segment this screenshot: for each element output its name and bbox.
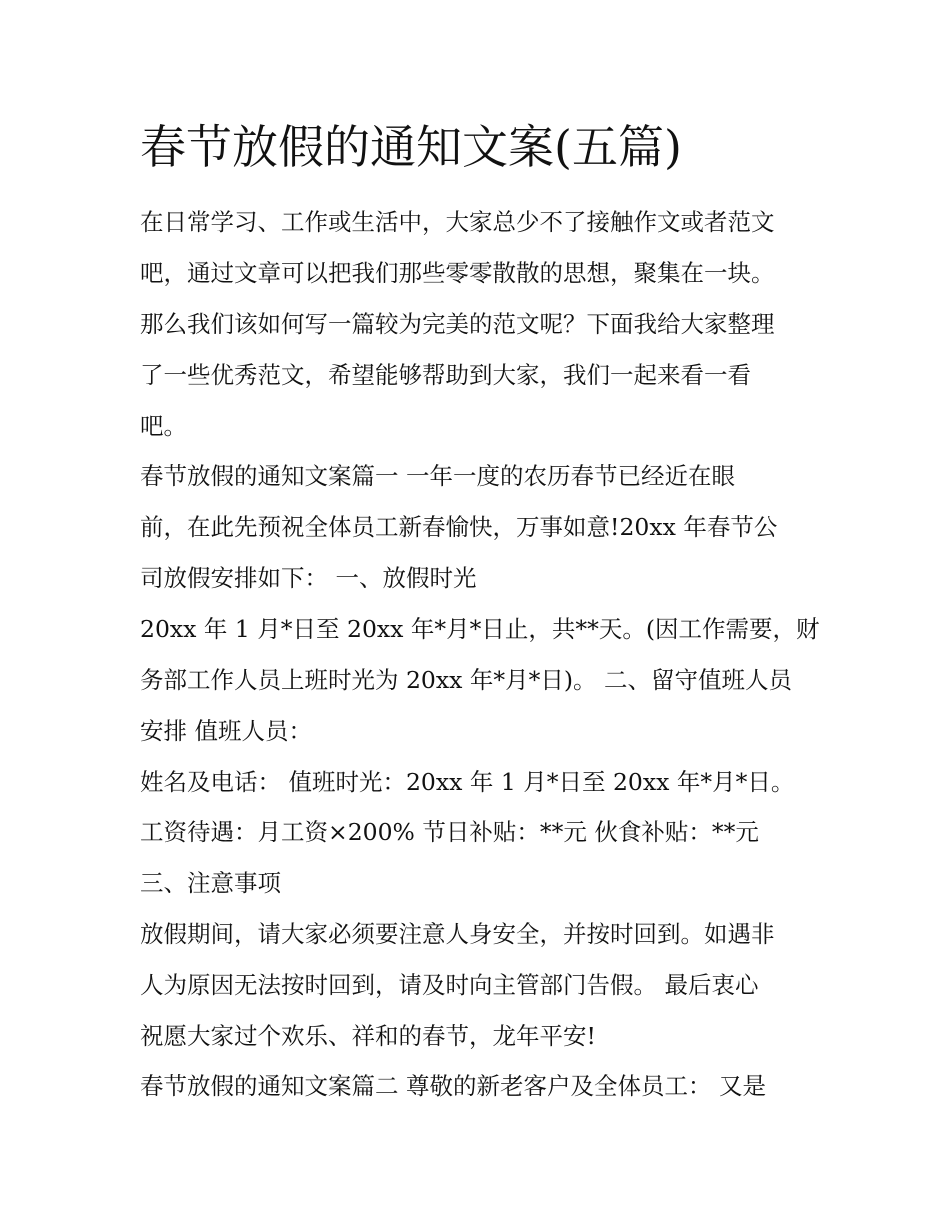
- body-line: 吧。: [140, 412, 187, 440]
- body-line: 司放假安排如下： 一、放假时光: [140, 564, 477, 592]
- body-line: 三、注意事项: [140, 869, 281, 897]
- body-line: 了一些优秀范文，希望能够帮助到大家，我们一起来看一看: [140, 361, 751, 389]
- body-line: 春节放假的通知文案篇二 尊敬的新老客户及全体员工： 又是: [140, 1072, 766, 1100]
- body-line: 务部工作人员上班时光为 20xx 年*月*日)。 二、留守值班人员: [140, 666, 792, 694]
- body-line: 在日常学习、工作或生活中，大家总少不了接触作文或者范文: [140, 208, 775, 236]
- body-line: 吧，通过文章可以把我们那些零零散散的思想，聚集在一块。: [140, 259, 775, 287]
- document-title: 春节放假的通知文案(五篇): [140, 120, 682, 174]
- body-line: 20xx 年 1 月*日至 20xx 年*月*日止，共**天。(因工作需要，财: [140, 615, 820, 643]
- body-line: 放假期间，请大家必须要注意人身安全，并按时回到。如遇非: [140, 920, 775, 948]
- body-line: 祝愿大家过个欢乐、祥和的春节，龙年平安!: [140, 1022, 596, 1050]
- body-line: 春节放假的通知文案篇一 一年一度的农历春节已经近在眼: [140, 462, 735, 490]
- body-line: 工资待遇：月工资×200% 节日补贴：**元 伙食补贴：**元: [140, 818, 759, 846]
- body-line: 前，在此先预祝全体员工新春愉快，万事如意!20xx 年春节公: [140, 513, 778, 541]
- body-line: 安排 值班人员：: [140, 717, 312, 745]
- body-line: 那么我们该如何写一篇较为完美的范文呢？下面我给大家整理: [140, 310, 775, 338]
- body-line: 人为原因无法按时回到，请及时向主管部门告假。 最后衷心: [140, 971, 759, 999]
- body-line: 姓名及电话： 值班时光：20xx 年 1 月*日至 20xx 年*月*日。: [140, 768, 795, 796]
